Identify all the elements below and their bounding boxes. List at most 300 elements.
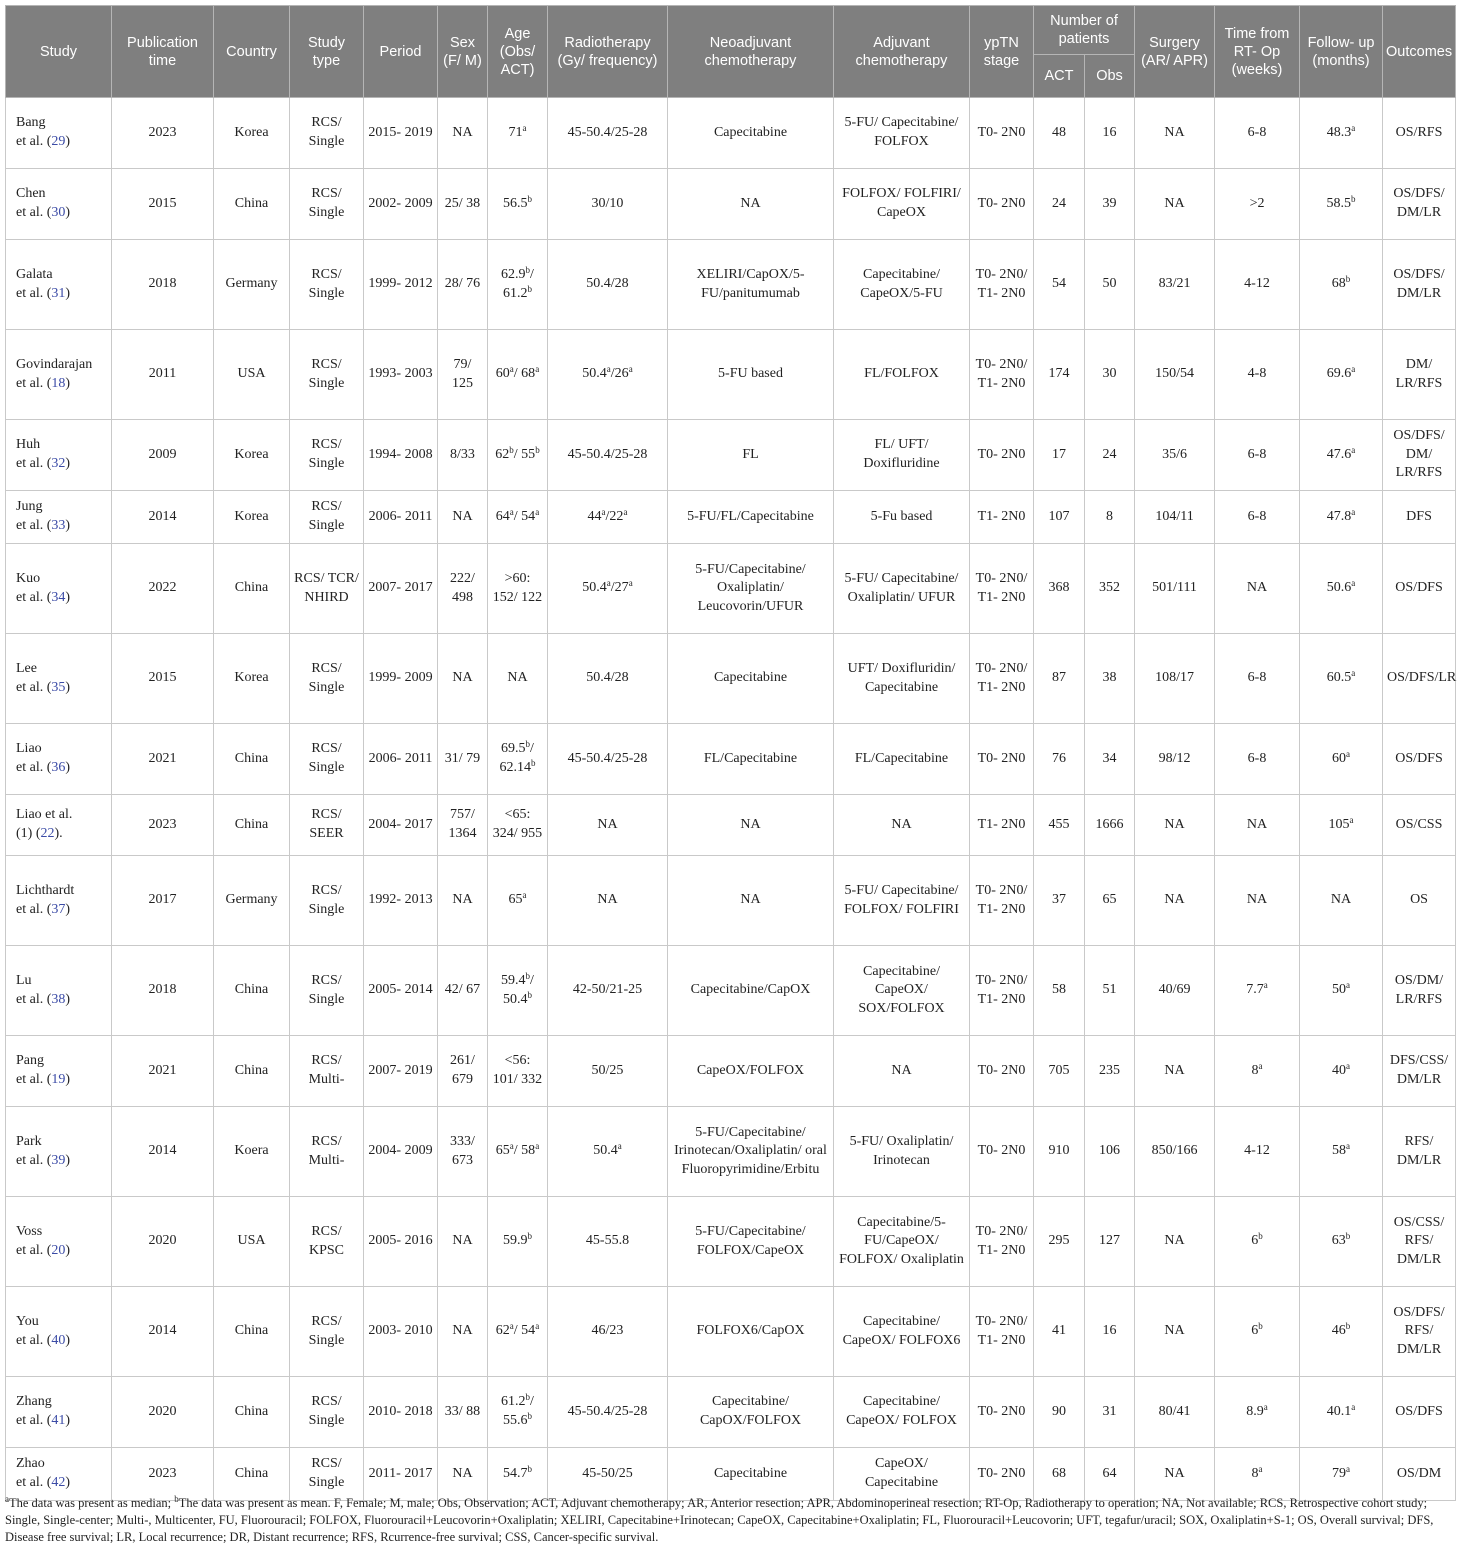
cell-time-rt-op [1215,946,1300,1036]
time-value: 6-8 [1247,124,1267,140]
cell-obs: 127 [1085,1197,1135,1287]
study-close: ) [65,134,71,149]
table-row [6,1287,1456,1377]
cell-obs: 64 [1085,1448,1135,1501]
age-value: 71 [508,124,523,140]
follow-up-value: 60 [1332,750,1347,766]
cell-country: China [214,795,290,856]
cell-country: Germany [214,856,290,946]
cell-radiotherapy [548,724,668,795]
age-superscript: a [522,890,527,901]
follow-up-superscript: a [1346,1141,1351,1152]
study-reference: 22 [40,826,55,841]
age-superscript: b [509,444,514,455]
cell-follow-up [1300,420,1383,491]
study-etal: et al. ( [16,1332,52,1348]
cell-radiotherapy [548,169,668,240]
age-value: NA [507,670,528,686]
study-etal: et al. ( [16,134,52,149]
cell-act: 58 [1034,946,1085,1036]
study-characteristics-table-container [5,5,1455,1501]
study-close: ) [65,1475,71,1490]
cell-outcomes: OS/DFS/ RFS/ DM/LR [1383,1287,1456,1377]
cell-adjuvant: 5-FU/ Oxaliplatin/ Irinotecan [834,1107,970,1197]
cell-publication-time: 2023 [112,98,214,169]
cell-sex: 28/ 76 [438,240,488,330]
cell-neoadjuvant: FOLFOX6/CapOX [668,1287,834,1377]
cell-time-rt-op [1215,1377,1300,1448]
time-value: NA [1246,892,1268,908]
age-superscript-2: b [527,283,532,294]
cell-publication-time: 2021 [112,1036,214,1107]
cell-period: 1999- 2012 [364,240,438,330]
cell-period: 2002- 2009 [364,169,438,240]
age-value-2: / 58 [513,1143,536,1159]
cell-study-type: RCS/ Single [290,240,364,330]
header-surgery: Surgery (AR/ APR) [1135,6,1215,98]
cell-obs: 8 [1085,491,1135,544]
age-value-2: / 54 [513,508,536,524]
cell-yptn-stage: T0- 2N0 [970,420,1034,491]
follow-up-superscript: a [1351,444,1356,455]
radiotherapy-superscript-2: a [628,364,633,375]
study-reference: 32 [51,456,66,471]
cell-follow-up [1300,946,1383,1036]
cell-study-type: RCS/ Single [290,330,364,420]
age-superscript: b [525,1392,531,1403]
footnote-text-a: The data was present as median; [9,1496,175,1510]
age-superscript: b [525,264,531,275]
cell-adjuvant: 5-FU/ Capecitabine/ FOLFOX/ FOLFIRI [834,856,970,946]
cell-obs: 38 [1085,634,1135,724]
header-obs: Obs [1085,55,1135,98]
cell-country: China [214,544,290,634]
time-superscript: a [1258,1463,1263,1474]
cell-study [6,544,112,634]
cell-obs: 39 [1085,169,1135,240]
radiotherapy-superscript: a [601,506,606,517]
time-value: 8 [1251,1465,1259,1481]
age-superscript: b [525,739,531,750]
cell-outcomes: OS/DFS/LR [1383,634,1456,724]
age-value: 56.5 [503,195,528,211]
cell-act: 705 [1034,1036,1085,1107]
cell-study-type: RCS/ Single [290,420,364,491]
cell-surgery: 108/17 [1135,634,1215,724]
cell-country: Korea [214,420,290,491]
age-value-2: / 61.2 [503,266,534,301]
age-superscript-2: a [535,1321,540,1332]
cell-neoadjuvant: CapeOX/FOLFOX [668,1036,834,1107]
cell-time-rt-op [1215,544,1300,634]
cell-yptn-stage: T0- 2N0/ T1- 2N0 [970,1287,1034,1377]
age-value: 65 [508,892,523,908]
cell-adjuvant: NA [834,1036,970,1107]
study-author: Jung [16,499,43,515]
cell-study [6,420,112,491]
cell-study-type: RCS/ Single [290,856,364,946]
cell-obs: 51 [1085,946,1135,1036]
cell-follow-up [1300,724,1383,795]
cell-study-type: RCS/ Single [290,98,364,169]
time-superscript: b [1258,1321,1263,1332]
cell-radiotherapy [548,856,668,946]
cell-surgery: 850/166 [1135,1107,1215,1197]
cell-radiotherapy [548,330,668,420]
cell-period: 2006- 2011 [364,491,438,544]
cell-radiotherapy [548,795,668,856]
cell-publication-time: 2021 [112,724,214,795]
study-author: Lichthardt [16,882,75,898]
cell-publication-time: 2009 [112,420,214,491]
study-author: Lu [16,972,32,988]
study-close: ) [65,901,71,917]
cell-yptn-stage: T1- 2N0 [970,491,1034,544]
age-value: <56: 101/ 332 [492,1053,543,1087]
cell-study [6,1197,112,1287]
radiotherapy-value: NA [597,816,618,832]
cell-radiotherapy [548,1036,668,1107]
table-row [6,98,1456,169]
cell-age [488,544,548,634]
cell-neoadjuvant: 5-FU/FL/Capecitabine [668,491,834,544]
cell-study-type: RCS/ Single [290,634,364,724]
cell-age [488,420,548,491]
age-superscript: a [522,122,527,133]
cell-act: 368 [1034,544,1085,634]
cell-radiotherapy [548,98,668,169]
age-superscript: a [509,1141,514,1152]
footnote-text-b: The data was present as mean. F, Female; M, male; Obs, Observation; ACT, Adjuvant chemotherapy; AR, Anterior resection; APR, Abdominoperineal resection; RT-Op, Radiotherapy to operation; NA, Not available; RCS, Retrospective cohort study; Single, Single-center; Multi-, Multicenter, FU, Fluorouracil; FOLFOX, Fluorouracil+Leucovorin+Oxaliplatin; XELIRI, Capecitabine+Irinotecan; CapeOX, Capecitabine+Oxaliplatin; FL, Fluorouracil+Leucovorin; UFT, tegafur/uracil; SOX, Oxaliplatin+S-1; OS, Overall survival; DFS, Disease free survival; LR, Local recurrence; DR, Distant recurrence; RFS, Rcurrence-free survival; CSS, Cancer-specific survival. [5,1496,1434,1544]
cell-neoadjuvant: NA [668,169,834,240]
cell-study-type: RCS/ Multi- [290,1036,364,1107]
radiotherapy-value-2: /27 [610,580,629,596]
radiotherapy-value: 50.4 [582,580,607,596]
table-row [6,544,1456,634]
time-value: 6 [1251,1323,1259,1339]
cell-adjuvant: CapeOX/ Capecitabine [834,1448,970,1501]
radiotherapy-value: 50.4/28 [586,276,629,292]
cell-follow-up [1300,1107,1383,1197]
cell-act: 174 [1034,330,1085,420]
table-row [6,240,1456,330]
study-author: Voss [16,1223,43,1239]
cell-adjuvant: Capecitabine/ CapeOX/ FOLFOX6 [834,1287,970,1377]
follow-up-superscript: a [1349,814,1354,825]
age-superscript-2: b [531,758,536,768]
header-time-rt-op: Time from RT- Op (weeks) [1215,6,1300,98]
cell-yptn-stage: T0- 2N0 [970,1377,1034,1448]
time-value: NA [1246,816,1268,832]
table-row [6,1377,1456,1448]
time-value: >2 [1249,195,1265,211]
study-close: ) [65,205,71,220]
cell-radiotherapy [548,946,668,1036]
cell-adjuvant: Capecitabine/ CapeOX/ SOX/FOLFOX [834,946,970,1036]
cell-publication-time: 2014 [112,1107,214,1197]
cell-outcomes: OS [1383,856,1456,946]
cell-follow-up [1300,544,1383,634]
table-row [6,169,1456,240]
radiotherapy-superscript: a [606,364,611,375]
cell-age [488,169,548,240]
study-author: Galata [16,266,53,282]
age-value: 59.4 [501,972,526,988]
cell-outcomes: OS/DM [1383,1448,1456,1501]
follow-up-value: NA [1330,892,1352,908]
study-close: ) [65,1152,71,1168]
study-close: ) [65,679,71,695]
header-yptn-stage: ypTN stage [970,6,1034,98]
follow-up-superscript: a [1346,748,1351,759]
cell-follow-up [1300,240,1383,330]
table-row [6,856,1456,946]
cell-yptn-stage: T0- 2N0 [970,1448,1034,1501]
cell-time-rt-op [1215,1107,1300,1197]
cell-yptn-stage: T0- 2N0/ T1- 2N0 [970,1197,1034,1287]
cell-surgery: 501/111 [1135,544,1215,634]
age-value: 61.2 [501,1394,526,1410]
age-superscript-2: a [535,1141,540,1152]
study-reference: 30 [51,205,66,220]
cell-act: 37 [1034,856,1085,946]
follow-up-value: 58.5 [1326,195,1352,211]
header-follow-up: Follow- up (months) [1300,6,1383,98]
study-etal: et al. ( [16,760,52,775]
radiotherapy-value-2: /22 [605,508,624,524]
study-author: Park [16,1133,42,1149]
header-publication-time: Publication time [112,6,214,98]
radiotherapy-value: 46/23 [591,1323,624,1339]
cell-obs: 16 [1085,1287,1135,1377]
cell-outcomes: OS/DFS/ DM/LR [1383,169,1456,240]
cell-act: 17 [1034,420,1085,491]
cell-act: 24 [1034,169,1085,240]
cell-publication-time: 2020 [112,1197,214,1287]
age-superscript-2: a [535,364,540,375]
follow-up-superscript: b [1345,1231,1351,1242]
radiotherapy-value: 50/25 [591,1062,624,1078]
study-author: Liao et al. [16,807,73,823]
cell-study-type: RCS/ Multi- [290,1107,364,1197]
cell-country: China [214,1036,290,1107]
cell-neoadjuvant: Capecitabine/ CapOX/FOLFOX [668,1377,834,1448]
cell-study-type: RCS/ Single [290,169,364,240]
study-author: Bang [16,115,46,131]
header-act: ACT [1034,55,1085,98]
cell-period: 1993- 2003 [364,330,438,420]
cell-yptn-stage: T0- 2N0 [970,1036,1034,1107]
table-row [6,1197,1456,1287]
study-characteristics-table [5,5,1456,1501]
cell-period: 2011- 2017 [364,1448,438,1501]
study-etal: et al. ( [16,1475,52,1490]
cell-neoadjuvant: FL/Capecitabine [668,724,834,795]
cell-neoadjuvant: 5-FU/Capecitabine/ Irinotecan/Oxaliplatin/ oral Fluoropyrimidine/Erbitu [668,1107,834,1197]
cell-radiotherapy [548,1107,668,1197]
cell-obs: 16 [1085,98,1135,169]
study-reference: 31 [51,285,66,301]
study-close: ) [65,991,71,1007]
cell-obs: 34 [1085,724,1135,795]
cell-yptn-stage: T1- 2N0 [970,795,1034,856]
cell-time-rt-op [1215,795,1300,856]
study-etal: (1) ( [16,826,41,841]
cell-act: 76 [1034,724,1085,795]
time-superscript: a [1258,1060,1263,1071]
cell-country: USA [214,1197,290,1287]
cell-age [488,1197,548,1287]
cell-age [488,240,548,330]
study-etal: et al. ( [16,1072,52,1087]
age-superscript: b [527,1463,532,1474]
cell-surgery: 150/54 [1135,330,1215,420]
cell-publication-time: 2022 [112,544,214,634]
cell-follow-up [1300,1197,1383,1287]
age-value-2: / 54 [513,1323,536,1339]
follow-up-superscript: a [1351,668,1356,679]
cell-country: China [214,1287,290,1377]
study-reference: 38 [51,991,66,1007]
age-value: 62 [495,446,510,462]
cell-adjuvant: FOLFOX/ FOLFIRI/ CapeOX [834,169,970,240]
cell-country: China [214,946,290,1036]
cell-radiotherapy [548,1197,668,1287]
cell-period: 2007- 2017 [364,544,438,634]
cell-study [6,98,112,169]
cell-yptn-stage: T0- 2N0/ T1- 2N0 [970,856,1034,946]
cell-adjuvant: FL/FOLFOX [834,330,970,420]
age-superscript: b [527,1231,532,1242]
cell-follow-up [1300,491,1383,544]
follow-up-superscript: a [1351,578,1356,589]
cell-period: 2007- 2019 [364,1036,438,1107]
cell-obs: 31 [1085,1377,1135,1448]
radiotherapy-value: NA [597,892,618,908]
cell-yptn-stage: T0- 2N0/ T1- 2N0 [970,544,1034,634]
study-etal: et al. ( [16,589,52,605]
cell-obs: 352 [1085,544,1135,634]
cell-outcomes: DFS [1383,491,1456,544]
cell-period: 2005- 2016 [364,1197,438,1287]
age-superscript: a [509,506,514,517]
table-row [6,795,1456,856]
radiotherapy-value: 45-50.4/25-28 [567,446,648,462]
cell-time-rt-op [1215,491,1300,544]
radiotherapy-value: 50.4 [593,1143,618,1159]
study-author: Kuo [16,570,41,586]
cell-adjuvant: UFT/ Doxifluridin/ Capecitabine [834,634,970,724]
age-superscript-2: a [535,506,540,517]
table-body [6,98,1456,1501]
cell-study [6,240,112,330]
study-close: ). [54,826,63,841]
follow-up-value: 48.3 [1326,124,1352,140]
follow-up-superscript: a [1351,122,1356,133]
header-sex: Sex (F/ M) [438,6,488,98]
follow-up-superscript: a [1351,1401,1356,1412]
header-age: Age (Obs/ ACT) [488,6,548,98]
cell-act: 68 [1034,1448,1085,1501]
cell-age [488,330,548,420]
cell-sex: 8/33 [438,420,488,491]
cell-adjuvant: 5-Fu based [834,491,970,544]
cell-country: China [214,724,290,795]
study-close: ) [65,375,71,391]
cell-time-rt-op [1215,169,1300,240]
cell-time-rt-op [1215,724,1300,795]
cell-surgery: 80/41 [1135,1377,1215,1448]
follow-up-superscript: b [1345,274,1351,285]
cell-radiotherapy [548,634,668,724]
radiotherapy-value: 50.4/28 [586,670,629,686]
study-reference: 37 [51,901,66,917]
study-etal: et al. ( [16,205,52,220]
study-close: ) [65,1413,71,1428]
cell-country: China [214,1377,290,1448]
cell-radiotherapy [548,1377,668,1448]
cell-time-rt-op [1215,420,1300,491]
study-close: ) [65,1332,71,1348]
study-close: ) [65,456,71,471]
study-reference: 36 [51,760,66,775]
cell-period: 2004- 2009 [364,1107,438,1197]
follow-up-value: 40.1 [1326,1403,1352,1419]
cell-act: 87 [1034,634,1085,724]
cell-age [488,491,548,544]
cell-adjuvant: Capecitabine/5- FU/CapeOX/ FOLFOX/ Oxaliplatin [834,1197,970,1287]
cell-outcomes: DM/ LR/RFS [1383,330,1456,420]
header-country: Country [214,6,290,98]
follow-up-value: 63 [1331,1233,1346,1249]
header-outcomes: Outcomes [1383,6,1456,98]
cell-age [488,1107,548,1197]
time-value: 6-8 [1247,508,1267,524]
cell-follow-up [1300,1287,1383,1377]
follow-up-value: 58 [1332,1143,1347,1159]
study-reference: 35 [51,679,66,695]
study-author: Liao [16,741,42,757]
age-value: 59.9 [503,1233,528,1249]
cell-study [6,1107,112,1197]
study-etal: et al. ( [16,518,52,533]
time-value: 7.7 [1246,982,1264,998]
cell-act: 107 [1034,491,1085,544]
study-close: ) [65,518,71,533]
table-row [6,330,1456,420]
cell-publication-time: 2020 [112,1377,214,1448]
study-etal: et al. ( [16,1242,52,1258]
radiotherapy-value: 30/10 [591,195,624,211]
cell-surgery: NA [1135,1197,1215,1287]
age-superscript: b [527,193,532,204]
header-study: Study [6,6,112,98]
cell-publication-time: 2014 [112,1287,214,1377]
cell-radiotherapy [548,420,668,491]
table-row [6,634,1456,724]
table-row [6,420,1456,491]
table-row [6,1036,1456,1107]
study-reference: 19 [51,1072,66,1087]
study-reference: 41 [51,1413,66,1428]
cell-period: 1992- 2013 [364,856,438,946]
follow-up-superscript: a [1351,364,1356,375]
cell-study [6,946,112,1036]
cell-country: Korea [214,98,290,169]
cell-act: 90 [1034,1377,1085,1448]
cell-age [488,946,548,1036]
radiotherapy-value: 42-50/21-25 [572,982,643,998]
